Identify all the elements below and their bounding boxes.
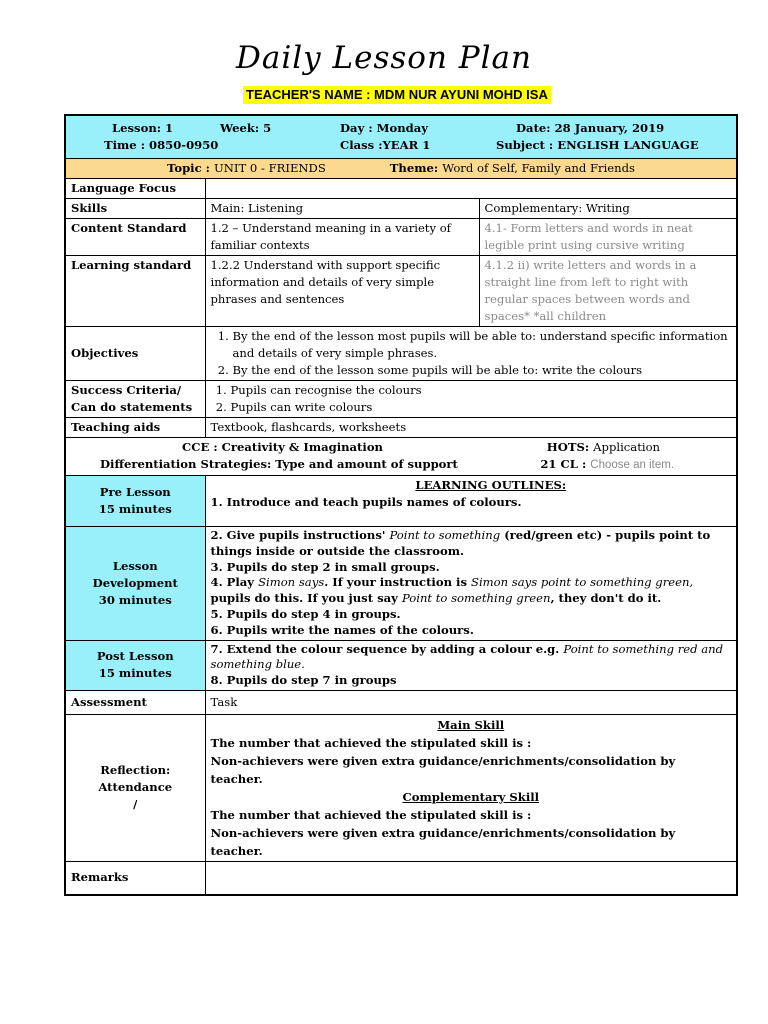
learning-standard-label: Learning standard xyxy=(65,256,205,327)
post-lesson-duration: 15 minutes xyxy=(98,666,172,681)
content-standard-label: Content Standard xyxy=(65,219,205,256)
dev-step-2c: (red/green etc) - pupils point to things inside or outside the classroom. xyxy=(210,528,711,558)
date: Date: 28 January, 2019 xyxy=(516,121,665,135)
teaching-aids-label: Teaching aids xyxy=(65,418,205,438)
learning-outlines-title: LEARNING OUTLINES: xyxy=(415,478,567,492)
dev-step-2a: 2. Give pupils instructions' xyxy=(210,528,386,542)
hots-label: HOTS: xyxy=(546,440,590,454)
differentiation: Differentiation Strategies: Type and amount of support xyxy=(100,457,458,471)
class: Class :YEAR 1 xyxy=(340,138,431,152)
can-do-label: Can do statements xyxy=(71,400,193,414)
development-row xyxy=(65,527,737,641)
topic-row xyxy=(65,159,737,179)
skills-row xyxy=(65,199,737,219)
remarks-label: Remarks xyxy=(65,861,205,895)
lesson-plan-table xyxy=(64,114,738,896)
topic-label: Topic : xyxy=(167,161,210,175)
header-row xyxy=(65,115,737,159)
teaching-aids-row xyxy=(65,418,737,438)
objectives-row xyxy=(65,327,737,381)
week: Week: 5 xyxy=(220,121,272,135)
success-item: 1. Pupils can recognise the colours xyxy=(231,382,732,399)
objective-item: 2. By the end of the lesson some pupils will be able to: write the colours xyxy=(233,362,732,379)
content-standard-complementary: 4.1- Form letters and words in neat legible print using cursive writing xyxy=(479,219,737,256)
development-duration: 30 minutes xyxy=(98,592,172,607)
complementary-skill-heading: Complementary Skill xyxy=(402,789,540,804)
pre-lesson-row xyxy=(65,476,737,527)
objective-item: 1. By the end of the lesson most pupils will be able to: understand specific information and details of very simple phrases. xyxy=(233,328,732,362)
skills-complementary: Complementary: Writing xyxy=(479,199,737,219)
cl21-dropdown[interactable]: Choose an item. xyxy=(590,459,675,471)
dev-step-4c: . If your instruction is xyxy=(324,575,467,590)
topic: UNIT 0 - FRIENDS xyxy=(214,161,326,175)
dev-step-4f: Point to something green xyxy=(401,591,551,606)
dev-step-5: 5. Pupils do step 4 in groups. xyxy=(210,606,401,621)
skills-label: Skills xyxy=(65,199,205,219)
post-lesson-row xyxy=(65,640,737,690)
post-step-8: 8. Pupils do step 7 in groups xyxy=(210,673,397,688)
teacher-name: TEACHER'S NAME : MDM NUR AYUNI MOHD ISA xyxy=(243,86,551,104)
assessment: Task xyxy=(205,690,737,714)
dev-step-6: 6. Pupils write the names of the colours. xyxy=(210,622,474,637)
achieved-main: The number that achieved the stipulated skill is : xyxy=(210,735,532,750)
content-standard-main: 1.2 – Understand meaning in a variety of familiar contexts xyxy=(205,219,479,256)
dev-step-4g: , they don't do it. xyxy=(550,591,662,606)
cce: CCE : Creativity & Imagination xyxy=(182,440,383,454)
dev-step-2b: Point to something xyxy=(389,528,501,542)
post-step-7a: 7. Extend the colour sequence by adding a colour e.g. xyxy=(210,641,560,656)
attendance-slash: / xyxy=(133,797,138,812)
pre-lesson-duration: 15 minutes xyxy=(98,502,172,516)
success-criteria-row xyxy=(65,381,737,418)
learning-standard-row xyxy=(65,256,737,327)
skills-main: Main: Listening xyxy=(205,199,479,219)
cl21-label: 21 CL : xyxy=(540,457,587,471)
theme-label: Theme: xyxy=(389,161,439,175)
development-label-2: Development xyxy=(92,575,178,590)
main-skill-heading: Main Skill xyxy=(437,717,505,732)
hots: Application xyxy=(593,440,661,454)
learning-standard-complementary: 4.1.2 ii) write letters and words in a straight line from left to right with regular spaces between words and spaces* *all children xyxy=(479,256,737,327)
post-lesson-label: Post Lesson xyxy=(96,649,174,664)
pre-lesson-label: Pre Lesson xyxy=(99,485,171,499)
remarks-row xyxy=(65,861,737,895)
dev-step-3: 3. Pupils do step 2 in small groups. xyxy=(210,559,440,574)
non-achievers-main: Non-achievers were given extra guidance/enrichments/consolidation by teacher. xyxy=(210,753,676,786)
objectives-label: Objectives xyxy=(65,327,205,381)
time: Time : 0850-0950 xyxy=(104,138,219,152)
content-standard-row xyxy=(65,219,737,256)
language-focus-row xyxy=(65,179,737,199)
success-item: 2. Pupils can write colours xyxy=(231,399,732,416)
dev-step-4a: 4. Play xyxy=(210,575,255,590)
post-step-7b: Point to something red and something blue. xyxy=(210,641,724,672)
teaching-aids: Textbook, flashcards, worksheets xyxy=(205,418,737,438)
page-title: Daily Lesson Plan xyxy=(236,40,532,76)
learning-standard-main: 1.2.2 Understand with support specific information and details of very simple phrases and sentences xyxy=(205,256,479,327)
reflection-row xyxy=(65,714,737,861)
reflection-label: Reflection: xyxy=(100,763,171,778)
achieved-comp: The number that achieved the stipulated skill is : xyxy=(210,807,532,822)
dev-step-4b: Simon says xyxy=(258,575,325,590)
subject: Subject : ENGLISH LANGUAGE xyxy=(496,138,699,152)
pre-lesson-text: 1. Introduce and teach pupils names of colours. xyxy=(210,495,522,509)
remarks-field[interactable] xyxy=(205,861,737,895)
development-label-1: Lesson xyxy=(112,558,158,573)
lesson-number: Lesson: 1 xyxy=(112,121,174,135)
language-focus-label: Language Focus xyxy=(65,179,205,199)
assessment-label: Assessment xyxy=(65,690,205,714)
dev-step-4d: Simon says point to something green, xyxy=(471,575,694,590)
theme: Word of Self, Family and Friends xyxy=(442,161,635,175)
day: Day : Monday xyxy=(340,121,429,135)
success-criteria-label: Success Criteria/ xyxy=(71,383,182,397)
dev-step-4e: pupils do this. If you just say xyxy=(210,591,398,606)
non-achievers-comp: Non-achievers were given extra guidance/enrichments/consolidation by teacher. xyxy=(210,825,676,858)
assessment-row xyxy=(65,690,737,714)
cce-row xyxy=(65,438,737,476)
attendance-label: Attendance xyxy=(98,780,173,795)
